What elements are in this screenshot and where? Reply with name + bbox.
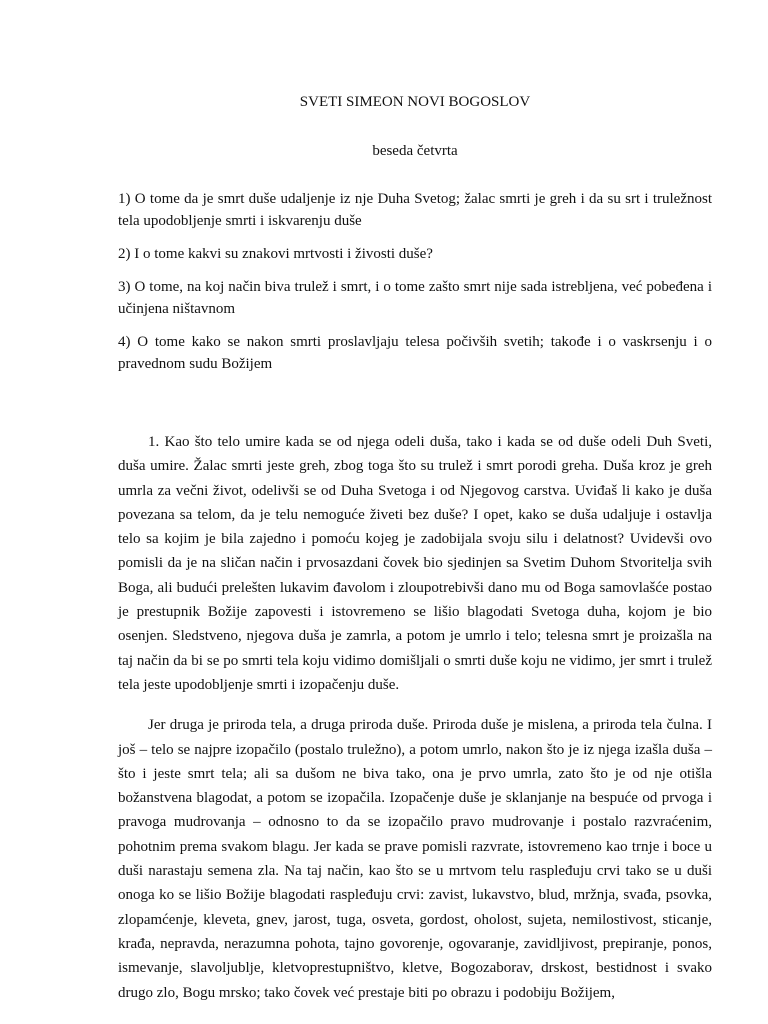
contents-item-2: 2) I o tome kakvi su znakovi mrtvosti i živosti duše? <box>118 246 433 262</box>
body-paragraph-1: 1. Kao što telo umire kada se od njega odeli duša, tako i kada se od duše odeli Duh Sveti, duša umire. Žalac smrti jeste greh, zbog toga što su trulež i smrt porodi greha. Duša kroz je greh umrla za večni život, odelivši se od Duha Svetoga i od Njegovog carstva. Uviđaš li kako je duša povezana sa telom, da je telu nemoguće živeti bez duše? I opet, kako se duša udaljuje i ostavlja telo sa kojim je bila zajedno i pomoću kojeg je zadobijala svoju silu i delatnost? Uvidevši ovo pomisli da je na sličan način i prvosazdani čovek bio sjedinjen sa Svetim Duhom Stvoritelja svih Boga, ali budući prelešten lukavim đavolom i zloupotrebivši dano mu od Boga samovlašće postao je prestupnik Božije zapovesti i istovremeno se lišio blagodati Svetoga duha, kojom je bio osenjen. Sledstveno, njegova duša je zamrla, a potom je umrlo i telo; telesna smrt je proizašla na taj način da bi se po smrti tela koju vidimo domišljali o smrti duše koju ne vidimo, jer smrt i trulež tela jeste upodobljenje smrti i izopačenju duše. <box>118 434 712 693</box>
document-body <box>118 430 712 1005</box>
contents-item-1: 1) O tome da je smrt duše udaljenje iz nje Duha Svetog; žalac smrti je greh i da su srt i truležnost tela upodobljenje smrti i iskvarenju duše <box>118 191 712 229</box>
contents-item-3: 3) O tome, na koj način biva trulež i smrt, i o tome zašto smrt nije sada istrebljena, već pobeđena i učinjena ništavnom <box>118 279 712 317</box>
document-subtitle: beseda četvrta <box>372 143 458 159</box>
contents-list <box>118 188 712 375</box>
contents-item-4: 4) O tome kako se nakon smrti proslavljaju telesa počivših svetih; takođe i o vaskrsenju i o pravednom sudu Božijem <box>118 334 712 372</box>
document-title: SVETI SIMEON NOVI BOGOSLOV <box>299 94 531 110</box>
body-paragraph-2: Jer druga je priroda tela, a druga priroda duše. Priroda duše je mislena, a priroda tela čulna. I još – telo se najpre izopačilo (postalo truležno), a potom umrlo, nakon što je iz njega izašla duša – što i jeste smrt tela; ali sa dušom ne biva tako, ona je prvo umrla, zato što je od nje otišla božanstvena blagodat, a potom se izopačila. Izopačenje duše je sklanjanje na bespuće od prvoga i pravoga mudrovanja – odnosno to da se izopačilo pravo mudrovanje i postalo razvraćenim, pohotnim prema svakom blagu. Jer kada se prave pomisli razvrate, istovremeno kao trnje i boce u duši narastaju semena zla. Na taj način, kao što se u mrtvom telu raspleđuju crvi tako se u duši onoga ko se lišio Božije blagodati raspleđuju crvi: zavist, lukavstvo, blud, mržnja, svađa, psovka, zlopamćenje, kleveta, gnev, jarost, tuga, osveta, gordost, oholost, sujeta, nemilostivost, sticanje, krađa, nepravda, nerazumna pohota, tajno govorenje, ogovaranje, zavidljivost, prepiranje, ponos, ismevanje, slavoljublje, kletvoprestupništvo, kletve, Bogozaborav, drskost, bestidnost i svako drugo zlo, Bogu mrsko; tako čovek već prestaje biti po obrazu i podobiju Božijem, <box>118 717 712 1001</box>
